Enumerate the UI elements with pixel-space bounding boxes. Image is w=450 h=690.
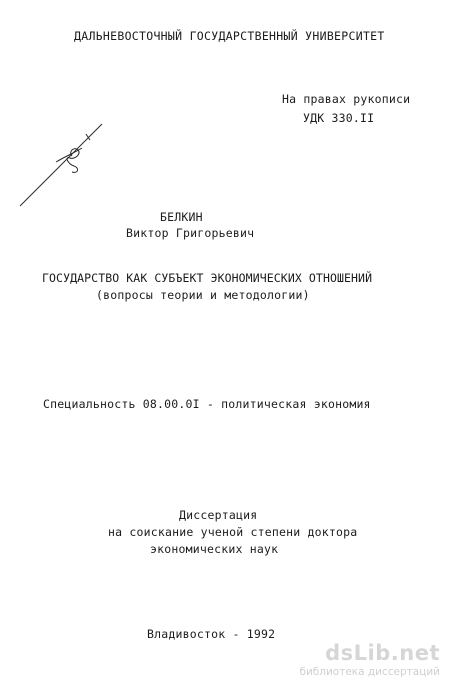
- dissertation-label: Диссертация: [179, 508, 258, 522]
- speciality-line: Специальность 08.00.0I - политическая экономия: [43, 397, 371, 411]
- dissertation-title: ГОСУДАРСТВО КАК СУБЪЕКТ ЭКОНОМИЧЕСКИХ ОТНОШЕНИЙ: [42, 271, 373, 285]
- author-full-name: Виктор Григорьевич: [126, 226, 255, 240]
- author-surname: БЕЛКИН: [160, 210, 203, 224]
- watermark: [299, 641, 446, 685]
- rights-note: На правах рукописи: [282, 92, 411, 106]
- degree-line: на соискание ученой степени доктора: [108, 525, 358, 539]
- university-heading: ДАЛЬНЕВОСТОЧНЫЙ ГОСУДАРСТВЕННЫЙ УНИВЕРСИТЕТ: [74, 29, 385, 43]
- udk-code: УДК 330.II: [303, 111, 375, 125]
- watermark-subtitle: библиотека диссертаций: [299, 666, 440, 678]
- field-line: экономических наук: [150, 542, 279, 556]
- handwritten-signature: [16, 122, 108, 208]
- dissertation-subtitle: (вопросы теории и методологии): [96, 288, 310, 302]
- watermark-logo: dsLib.net: [325, 641, 440, 665]
- city-year: Владивосток - 1992: [147, 627, 276, 641]
